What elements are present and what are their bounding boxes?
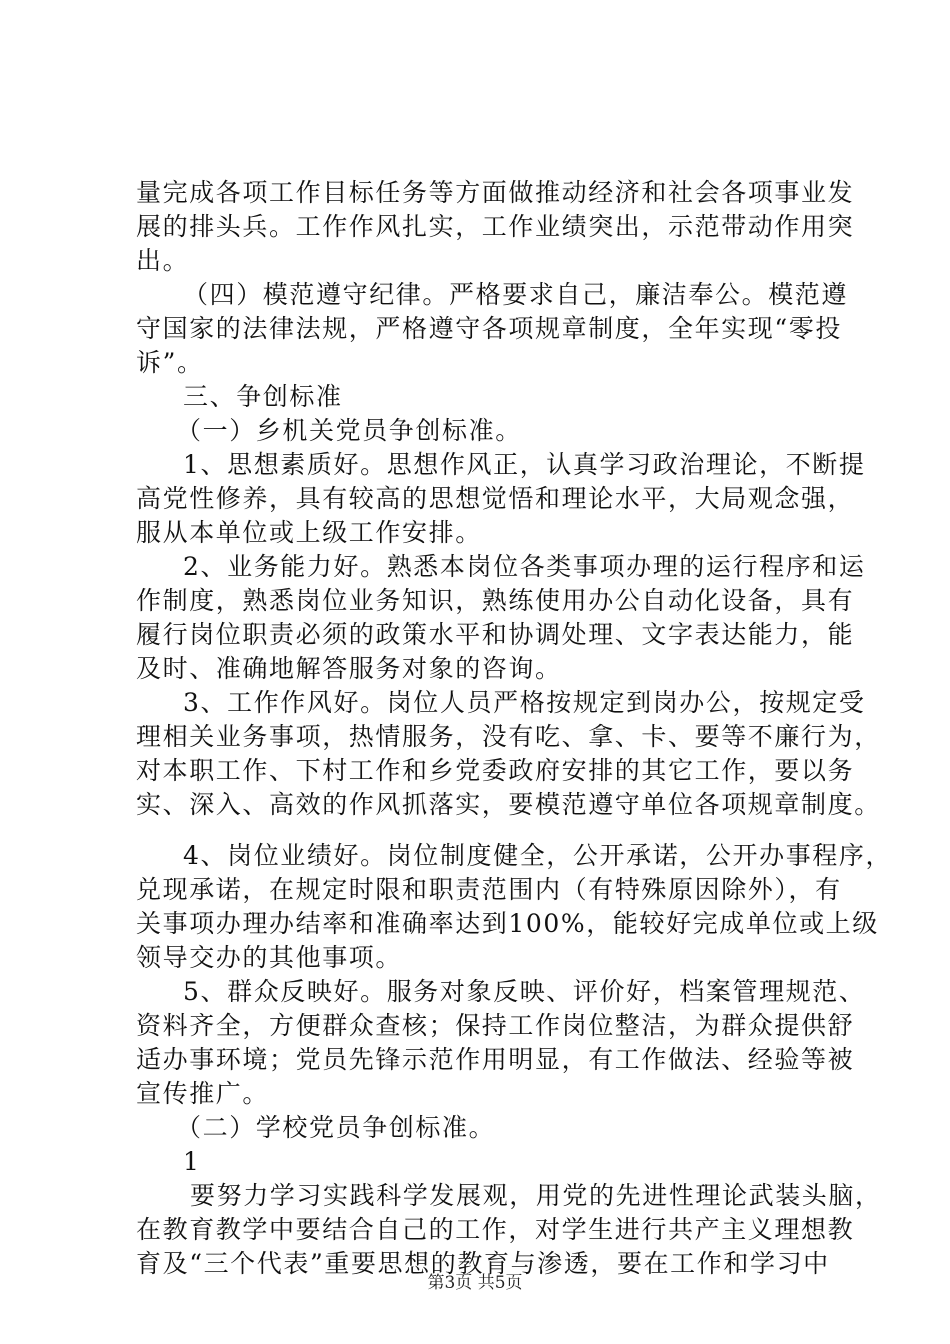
- paragraph-line: 作制度，熟悉岗位业务知识，熟练使用办公自动化设备，具有: [136, 586, 855, 615]
- section-heading: 三、争创标准: [183, 382, 343, 411]
- paragraph-line: 资料齐全，方便群众查核；保持工作岗位整洁，为群众提供舒: [136, 1011, 855, 1040]
- paragraph-line: 2、业务能力好。熟悉本岗位各类事项办理的运行程序和运: [183, 552, 866, 581]
- paragraph-line: 3、工作作风好。岗位人员严格按规定到岗办公，按规定受: [183, 688, 866, 717]
- paragraph-line: 4、岗位业绩好。岗位制度健全，公开承诺，公开办事程序，: [183, 841, 893, 870]
- subsection-heading: （一）乡机关党员争创标准。: [176, 416, 522, 445]
- paragraph-line: 出。: [136, 246, 190, 275]
- paragraph-line: 及时、准确地解答服务对象的咨询。: [136, 654, 562, 683]
- paragraph-line: 高党性修养，具有较高的思想觉悟和理论水平，大局观念强，: [136, 484, 855, 513]
- paragraph-line: 服从本单位或上级工作安排。: [136, 518, 482, 547]
- paragraph-line: 守国家的法律法规，严格遵守各项规章制度，全年实现“零投: [136, 314, 842, 343]
- paragraph-line: 对本职工作、下村工作和乡党委政府安排的其它工作，要以务: [136, 756, 855, 785]
- paragraph-line: 履行岗位职责必须的政策水平和协调处理、文字表达能力，能: [136, 620, 855, 649]
- paragraph-line: 关事项办理办结率和准确率达到100%，能较好完成单位或上级: [136, 909, 879, 938]
- item-number: 1: [183, 1147, 201, 1176]
- paragraph-line: 适办事环境；党员先锋示范作用明显，有工作做法、经验等被: [136, 1045, 855, 1074]
- subsection-heading: （二）学校党员争创标准。: [176, 1113, 496, 1142]
- paragraph-line: 兑现承诺，在规定时限和职责范围内（有特殊原因除外），有: [136, 875, 842, 904]
- paragraph-line: 展的排头兵。工作作风扎实，工作业绩突出，示范带动作用突: [136, 212, 855, 241]
- page-footer: 第3页 共5页: [427, 1273, 523, 1293]
- paragraph-line: 诉”。: [136, 348, 204, 377]
- paragraph-line: 1、思想素质好。思想作风正，认真学习政治理论，不断提: [183, 450, 866, 479]
- paragraph-line: 5、群众反映好。服务对象反映、评价好，档案管理规范、: [183, 977, 866, 1006]
- paragraph-line: 在教育教学中要结合自己的工作，对学生进行共产主义理想教: [136, 1215, 855, 1244]
- paragraph-line: （四）模范遵守纪律。严格要求自己，廉洁奉公。模范遵: [183, 280, 849, 309]
- paragraph-line: 要努力学习实践科学发展观，用党的先进性理论武装头脑，: [190, 1181, 882, 1210]
- paragraph-line: 育及“三个代表”重要思想的教育与渗透，要在工作和学习中: [136, 1249, 830, 1278]
- paragraph-line: 宣传推广。: [136, 1079, 270, 1108]
- paragraph-line: 领导交办的其他事项。: [136, 943, 403, 972]
- paragraph-line: 理相关业务事项，热情服务，没有吃、拿、卡、要等不廉行为，: [136, 722, 881, 751]
- paragraph-line: 量完成各项工作目标任务等方面做推动经济和社会各项事业发: [136, 178, 855, 207]
- paragraph-line: 实、深入、高效的作风抓落实，要模范遵守单位各项规章制度。: [136, 790, 881, 819]
